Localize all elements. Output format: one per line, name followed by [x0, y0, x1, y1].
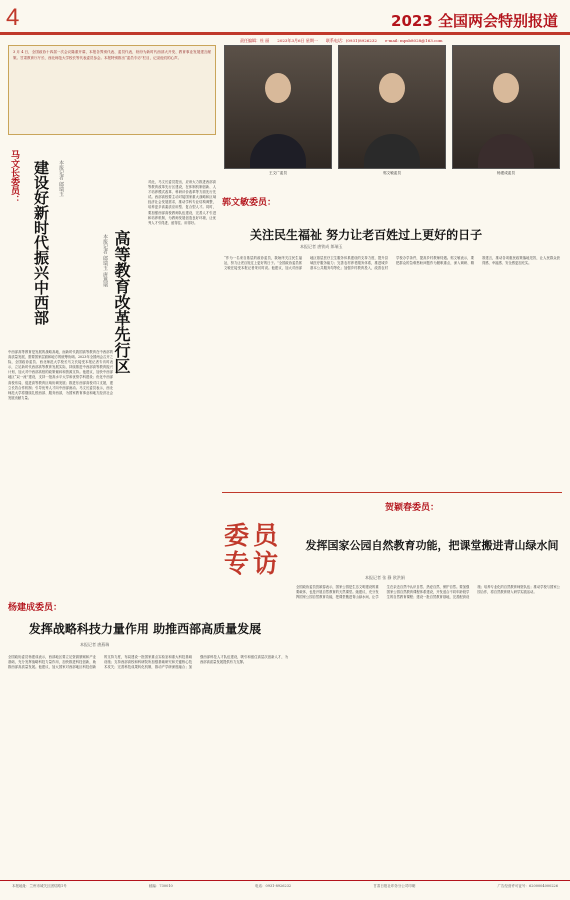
page-number: 4 [6, 4, 20, 31]
article-e-byline: 本报记者 唐燕瑞 [80, 642, 110, 647]
article-d-headline: 发挥国家公园自然教育功能，把课堂搬进青山绿水间 [305, 539, 559, 552]
portrait-photo-1 [224, 45, 332, 169]
header-meta [240, 38, 560, 44]
article-b-body: 对此，马文长委员提出，应该大力推进西部高等教育改革先行区建设，在体制机制创新、人才培养模式改革、科研评价改革等方面先行先试。西部高校要主动对接国家重大战略和区域经济社会发展需求，推动学科专业结构调整，培养更多高素质应用型、复合型人才。同时，要加强西部高校教师队伍建设，完善人才引进和培养机制，为教师发展创造良好环境，让优秀人才引得进、留得住、用得好。 [148, 180, 216, 225]
portrait-photo-2 [338, 45, 446, 169]
article-e-name-tag: 杨建成委员： [8, 603, 63, 613]
article-b-title: 高等教育改革先行区 [112, 230, 131, 374]
article-c-headline: 关注民生福祉 努力让老百姓过上更好的日子 [250, 228, 483, 242]
article-c-body: “作为一名来自基层的政协委员，我始终关注民生福祉，努力让老百姓过上更好的日子。”全国政协委员郭文敏在接受本报记者采访时说。他建议，加大对西部地区基层医疗卫生服务体系建设的支持力度，提升县域医疗服务能力；完善农村养老服务体系，推进城乡基本公共服务均等化；加强乡村教育投入，改善农村学校办学条件，提高乡村教师待遇。郭文敏表示，要把群众的急难愁盼问题作为履职重点，深入调研、精准建言，推动各项惠民政策落地见效，让人民群众获得感、幸福感、安全感更加充实。 [224, 256, 560, 271]
stamp-char-4: 访 [253, 549, 279, 578]
intro-box [8, 45, 216, 135]
editor-label: 责任编辑：杜 丽 [240, 38, 270, 43]
stamp-char-3: 专 [224, 549, 250, 578]
footer [0, 884, 570, 889]
header-rule [0, 32, 570, 35]
intro-text: 3 月 4 日，全国政协十四届一次会议隆重开幕，本报各界别代表、委员代表，纷纷为新时代西部大开发、教育事业发展建言献策。甘肃教育厅厅长、西北师范大学校长等代表委员参会。本报特别推出“委员专访”栏目，记录他们的心声。 [13, 50, 211, 60]
contact-phone: 联系电话：(0931)8926232 [325, 38, 377, 43]
article-c-name-tag: 郭文敏委员： [222, 198, 277, 208]
article-e-body: 全国政协委员杨建成表示，西部地区要立足资源禀赋和产业基础，充分发挥战略科技力量作用，加快推进科技创新，助推西部高质量发展。他建议，加大国家对西部地区科技创新的支持力度，布局建设一批国家重点实验室和重大科技基础设施；支持西部高校和科研院所加强基础研究和关键核心技术攻关；完善科技成果转化机制，推动产学研深度融合；加强西部科技人才队伍建设，吸引和留住高层次创新人才，为西部高质量发展提供有力支撑。 [8, 655, 288, 670]
issue-date: 2023年3月6日 星期一 [277, 38, 318, 43]
footer-postcode: 邮编：730010 [148, 884, 173, 888]
article-a-title: 建设好新时代振兴中西部 [32, 160, 50, 325]
photo-caption-2: 郭文敏委员 [383, 171, 401, 175]
footer-address: 本报地址：兰州市城关区团结路1号 [12, 884, 67, 888]
article-a-name-tag: 马文长委员： [9, 150, 19, 204]
footer-rule [0, 880, 570, 881]
footer-ad-license: 广告经营许可证号：6200004000226 [497, 884, 558, 888]
article-a-body: 中西部高等教育是发展的战略高地，而新时代我国高等教育在中西部的高质量发展，需要国家层面和地方的统筹协调。2023年全国两会召开之际，全国政协委员、西北师范大学校长马文长接受本报记者专访时表示，立足新时代西部高等教育发展实际，持续推进中西部高等教育振兴计划，加大对中西部高校的政策倾斜和资源支持。他建议，加快中西部地区“双一流”建设，支持一批高水平大学和优势学科建设；优化中西部高校布局，促进高等教育区域协调发展；推进东西部高校对口支援，建立长效合作机制；引导优秀人才向中西部流动。马文长委员表示，西北师范大学将继续扎根西部、服务西部，为国家教育事业和地方经济社会发展贡献力量。 [8, 350, 113, 400]
article-d-name-tag: 贺颖春委员： [385, 503, 440, 513]
article-e-headline: 发挥战略科技力量作用 助推西部高质量发展 [28, 622, 262, 636]
photo-caption-3: 杨建成委员 [497, 171, 515, 175]
footer-printer: 甘肃日报社印务分公司印刷 [373, 884, 416, 888]
article-a-byline: 本报记者 郎瑞玉 [58, 160, 64, 197]
footer-phone: 电话：0931-8926232 [254, 884, 292, 888]
feature-stamp [224, 522, 282, 578]
article-d-body: 全国政协委员贺颖春表示，国家公园是生态文明建设的重要载体，也是开展自然教育的天然课堂。她建议，充分发挥国家公园自然教育功能，把课堂搬进青山绿水间，让学生在亲近自然中认识自然、热爱自然、保护自然。要加强国家公园自然教育课程体系建设，开发适合不同年龄段学生的自然教育课程；建设一批自然教育基地，完善配套设施；培养专业化的自然教育师资队伍；推动学校与国家公园合作，将自然教育纳入研学实践活动。 [296, 585, 560, 600]
edition-title: 2023 全国两会特别报道 [391, 12, 558, 30]
article-c-byline: 本报记者 唐铁成 郎瑞玉 [300, 244, 343, 249]
stamp-char-2: 员 [253, 521, 279, 550]
section-divider [222, 492, 562, 493]
portrait-photo-3 [452, 45, 560, 169]
contact-email: e-mail: mpsb8028@163.com [384, 38, 443, 43]
photo-caption-1: 王文广委员 [269, 171, 287, 175]
article-d-byline: 本报记者 张 静 欧洪娟 [365, 575, 405, 580]
stamp-char-1: 委 [224, 521, 250, 550]
article-b-byline: 本报记者 郎瑞玉 唐燕瑞 [102, 234, 108, 288]
